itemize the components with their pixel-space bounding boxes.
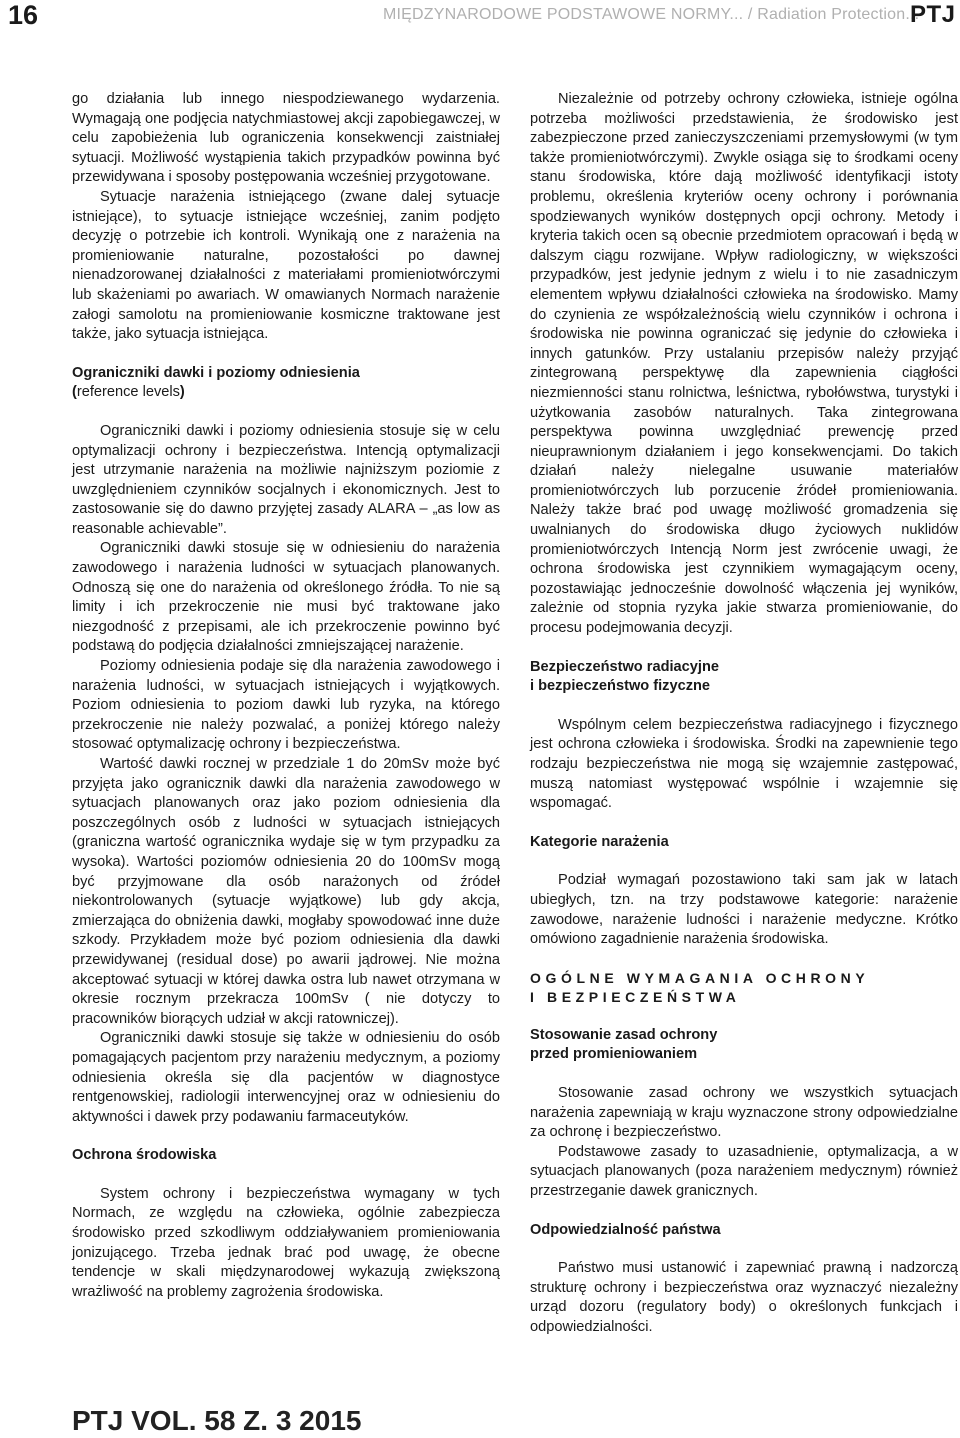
- paragraph: Podział wymagań pozostawiono taki sam jak w latach ubiegłych, tzn. na trzy podstawowe kategorie: narażenie zawodowe, narażenie ludności i narażenie medyczne. Krótko omówiono zagadnienie narażenia środowiska.: [530, 872, 958, 948]
- paragraph: Wspólnym celem bezpieczeństwa radiacyjnego i fizycznego jest ochrona człowieka i środowiska. Środki na zapewnienie tego rodzaju bezpieczeństwa nie mogą się wzajemnie zastępować, muszą natomiast występować wspólnie i wzajemnie się wspomagać.: [530, 716, 958, 812]
- section-heading: Ochrona środowiska: [72, 1147, 217, 1164]
- paragraph: Poziomy odniesienia podaje się dla narażenia zawodowego i narażenia ludności, w sytuacjach istniejących i wyjątkowych. Poziom odniesienia to poziom dawki lub ryzyka, na którego przekroczenie nie należy pozwalać, a poniżej którego należy stosować optymalizację ochrony i bezpieczeństwa.: [72, 658, 500, 753]
- heading-line: Stosowanie zasad ochrony: [530, 1026, 718, 1043]
- paragraph: Ograniczniki dawki i poziomy odniesienia stosuje się w celu optymalizacji ochrony i bezpieczeństwa. Intencją optymalizacji jest utrzymanie narażenia na możliwie najniższym poziomie z uwzględnieniem czynników socjalnych i ekonomicznych. Jest to zastosowanie się do dawno przyjętej zasady ALARA – „as low as reasonable achievable”.: [72, 422, 500, 537]
- heading-line: przed promieniowaniem: [530, 1046, 698, 1063]
- brand-logo: PTJ: [910, 1, 956, 28]
- heading-text: Ograniczniki dawki i poziomy odniesienia: [72, 364, 360, 381]
- paragraph: Ograniczniki dawki stosuje się w odniesieniu do narażenia zawodowego i narażenia ludności w sytuacjach planowanych. Odnoszą się one do narażenia od określonego źródła. To nie są limity i ich przekroczenie nie musi być traktowane jako niezgodność z przepisami, ale ich przekroczenie powinno być podstawą do podjęcia działalności zmniejszającej narażenie.: [72, 540, 500, 655]
- section-heading: Odpowiedzialność państwa: [530, 1221, 721, 1238]
- paragraph: System ochrony i bezpieczeństwa wymagany w tych Normach, ze względu na człowieka, ogólnie zabezpiecza środowisko przed szkodliwym oddziaływaniem promieniowania jonizującego. Trzeba jednak brać pod uwagę, że obecne tendencje w skali międzynarodowej wykazują zwiększoną wrażliwość na problemy zagrożenia środowiska.: [72, 1185, 500, 1300]
- paragraph: Sytuacje narażenia istniejącego (zwane dalej sytuacje istniejące), to sytuacje istniejące wcześniej, zanim podjęto decyzję o potrzebie ich kontroli. Wynikają one z narażenia na promieniowanie naturalne, pozostałości po dawnej nienadzorowanej działalności z materiałami promieniotwórczymi lub skażeniami po awariach. W omawianych Normach narażenie załogi samolotu na promieniowanie kosmiczne traktowane jest także, jako sytuacja istniejąca.: [72, 188, 500, 343]
- paragraph: Stosowanie zasad ochrony we wszystkich sytuacjach narażenia zapewniają w kraju wyznaczone strony odpowiedzialne za ochronę i bezpieczeństwo.: [530, 1084, 958, 1141]
- heading-line: Bezpieczeństwo radiacyjne: [530, 658, 719, 675]
- paragraph: Państwo musi ustanowić i zapewniać prawną i nadzorczą strukturę ochrony i bezpieczeństwa oraz wyznaczyć niezależny urząd dozoru (regulatory body) o określonych funkcjach i odpowiedzialności.: [530, 1260, 958, 1335]
- section-heading: [530, 1026, 958, 1065]
- section-heading: [530, 658, 958, 697]
- page-number: 16: [8, 0, 39, 30]
- heading-line: i bezpieczeństwo fizyczne: [530, 678, 711, 695]
- paren-close: ): [179, 384, 185, 401]
- paragraph: Podstawowe zasady to uzasadnienie, optymalizacja, a w sytuacjach planowanych (poza narażeniem medycznym) również przestrzeganie dawek granicznych.: [530, 1143, 958, 1199]
- right-column: [530, 90, 958, 1337]
- paren-open: (: [72, 384, 77, 401]
- chapter-heading-line: OGÓLNE WYMAGANIA OCHRONY: [530, 969, 870, 986]
- heading-subtitle: reference levels: [76, 384, 180, 401]
- running-title: MIĘDZYNARODOWE PODSTAWOWE NORMY... / Radiation Protection...: [383, 6, 920, 23]
- section-heading: Kategorie narażenia: [530, 833, 669, 850]
- chapter-heading: [530, 969, 958, 1007]
- left-column: [72, 90, 500, 1302]
- chapter-heading-line: I BEZPIECZEŃSTWA: [530, 988, 741, 1005]
- section-heading: [72, 364, 500, 403]
- paragraph: Ograniczniki dawki stosuje się także w odniesieniu do osób pomagających pacjentom przy narażeniu medycznym, a poziomy odniesienia określa się dla pacjentów w diagnostyce rentgenowskiej, radiologii interwencyjnej oraz w odniesieniu do aktywności i dawek przy podawaniu farmaceutyków.: [72, 1030, 500, 1125]
- journal-footer: PTJ VOL. 58 Z. 3 2015: [72, 1405, 362, 1436]
- page-header: [0, 0, 960, 36]
- paragraph: Wartość dawki rocznej w przedziale 1 do 20mSv może być przyjęta jako ogranicznik dawki dla narażenia zawodowego w sytuacjach planowanych oraz jako poziom odniesienia dla poszczególnych osób z ludności w sytuacjach istniejących (granicznа wartość ogranicznika wydaje się w tym przypadku za wysoka). Wartości poziomów odniesienia 20 do 100mSv mogą być przyjmowane dla osób narażonych od źródeł niekontrolowanych (sytuacje wyjątkowe) lub gdy akcja, zmierzająca do obniżenia dawki, mogłaby spowodować inne duże szkody. Przykładem może być poziom odniesienia dla dawki przewidywanej (residual dose) po awarii jądrowej. Nie można akceptować sytuacji w której dawka ostra lub nawet otrzymana w okresie rocznym przekracza 100mSv ( nie dotyczy to pracowników biorących udział w akcji ratowniczej).: [72, 756, 500, 1027]
- paragraph: go działania lub innego niespodziewanego wydarzenia. Wymagają one podjęcia natychmiastowej akcji zapobiegawczej, w celu zapobieżenia lub ograniczenia konsekwencji zaistniałej sytuacji. Możliwość wystąpienia takich przypadków powinna być przewidywana i sposoby postępowania wcześniej przygotowane.: [72, 91, 500, 186]
- paragraph: Niezależnie od potrzeby ochrony człowieka, istnieje ogólna potrzeba możliwości przedstawienia, że środowisko jest zabezpieczone przed zanieczyszczeniami przemysłowymi (w tym także promieniotwórczymi). Zwykle osiąga się to środkami oceny stanu środowiska, które dają możliwość identyfikacji istoty problemu, określenia kryteriów oceny ochrony i porównania spodziewanych wyników dostępnych opcji ochrony. Metody i kryteria takich ocen są obecnie przedmiotem opracowań i będą w dalszym ciągu rozwijane. Wpływ radiologiczny, w większości przypadków, jest jedynie jednym z wielu i to nie zasadniczym elementem wpływu działalności człowieka na środowisko. Mamy do czynienia ze współzależnością wielu czynników i ochrona i środowiska nie powinna ograniczać się jedynie do człowieka i innych gatunków. Przy ustalaniu przepisów należy przyjąć zintegrowaną perspektywę dla zapewnienia ciągłości niezmienności stanu rolnictwa, leśnictwa, rybołówstwa, turystyki i użytkowania zasobów naturalnych. Taka zintegrowana perspektywa powinna uwzględniać prewencję przed nieuprawnionym działaniem i jego konsekwencjami. Do takich działań należy nielegalne usuwanie materiałów promieniotwórczych lub porzucenie źródeł promieniowania. Należy także brać pod uwagę możliwość gromadzenia się uwalnianych do środowiska długo życiowych nuklidów promieniotwórczych Intencją Norm jest zwrócenie uwagi, że ochrona środowiska jest czynnikiem wymagającym oceny, pozostawiając jednocześnie dowolność włączenia jej wyników, zależnie od stopnia ryzyka jakie stwarza promieniowanie, do procesu podejmowania decyzji.: [530, 91, 958, 637]
